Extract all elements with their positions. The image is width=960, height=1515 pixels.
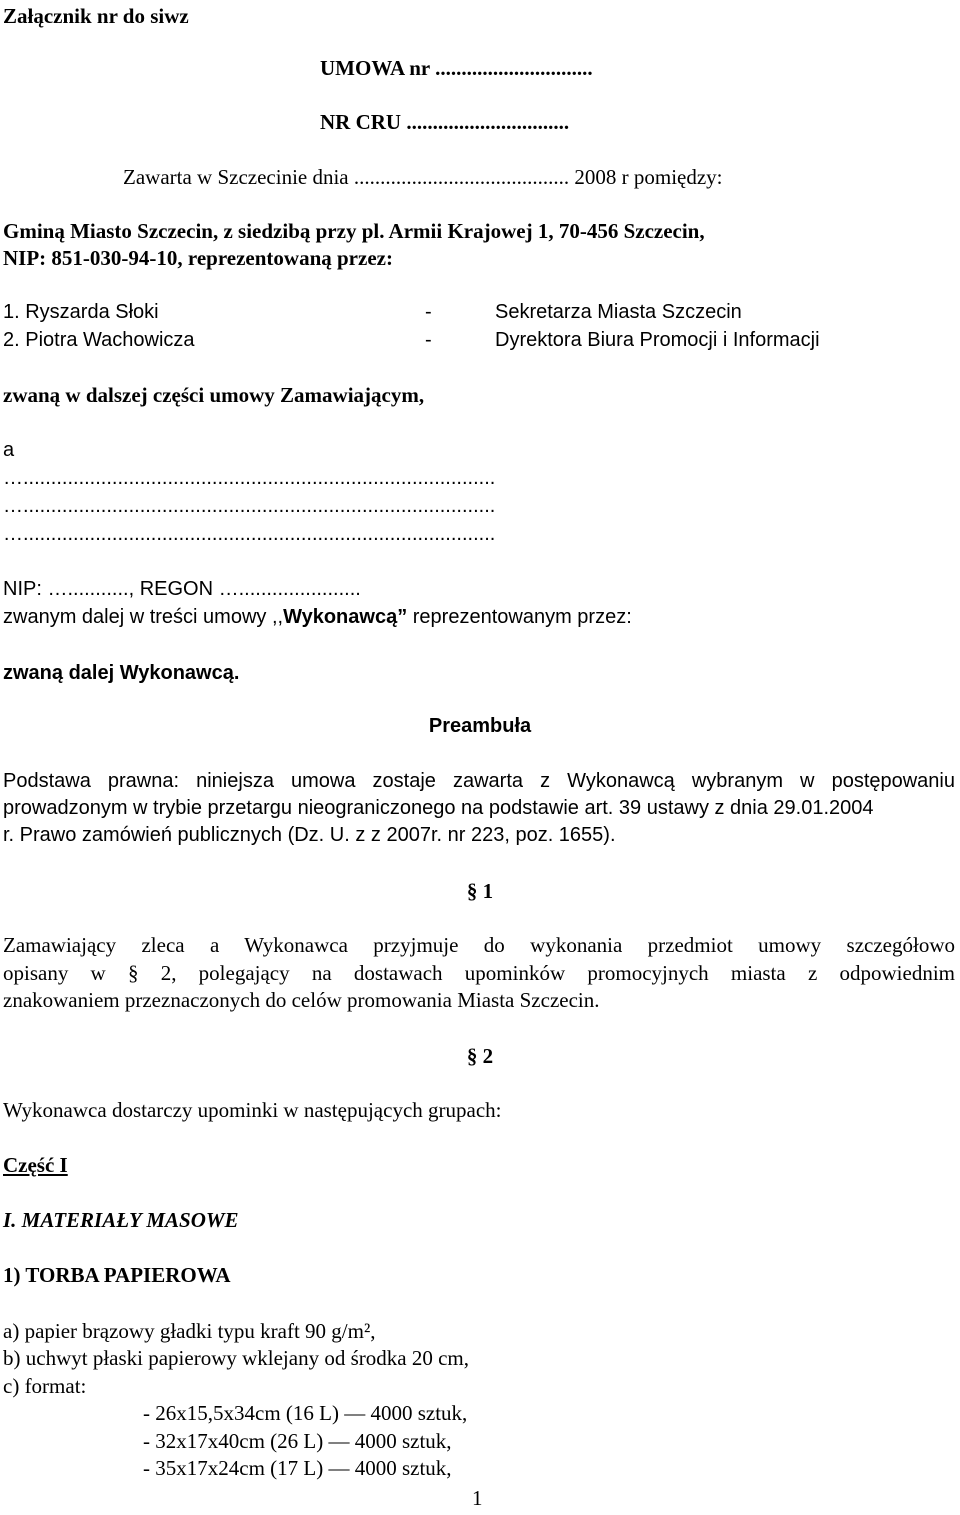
section-1-title: § 1 — [466, 879, 494, 903]
contractor-short-clause: zwaną dalej Wykonawcą. — [3, 662, 240, 684]
city-party-line2: NIP: 851-030-94-10, reprezentowaną przez: — [3, 246, 393, 270]
and-connector: a — [3, 439, 15, 461]
contractor-clause-suffix: reprezentowanym przez: — [407, 606, 632, 628]
section-2-title: § 2 — [466, 1044, 494, 1068]
preamble-line-1: Podstawa prawna: niniejsza umowa zostaje zawarta z Wykonawcą wybranym w postępowaniu — [3, 770, 955, 792]
representative-1-role: Sekretarza Miasta Szczecin — [495, 301, 742, 323]
part-heading: Część I — [3, 1153, 68, 1177]
contractor-blank-line-1: …..................................................................................... — [3, 467, 496, 489]
concluded-line: Zawarta w Szczecinie dnia ......................................... 2008 r pomiędzy: — [123, 165, 723, 189]
page-number: 1 — [472, 1486, 483, 1510]
contractor-clause — [3, 604, 632, 630]
format-option-1: - 26x15,5x34cm (16 L) — 4000 sztuk, — [143, 1401, 468, 1425]
category-heading: I. MATERIAŁY MASOWE — [3, 1208, 239, 1232]
preamble-line-2: prowadzonym w trybie przetargu nieograniczonego na podstawie art. 39 ustawy z dnia 29.01.2004 — [3, 797, 874, 819]
item-heading: 1) TORBA PAPIEROWA — [3, 1263, 231, 1287]
contractor-blank-line-3: …..................................................................................... — [3, 523, 496, 545]
cru-number: NR CRU ............................... — [320, 110, 570, 134]
spec-paper: a) papier brązowy gładki typu kraft 90 g/m², — [3, 1319, 376, 1343]
contractor-clause-bold: Wykonawcą” — [283, 606, 408, 628]
contractor-clause-prefix: zwanym dalej w treści umowy ,, — [3, 606, 284, 628]
attachment-label: Załącznik nr do siwz — [3, 4, 189, 28]
section-1-line-1: Zamawiający zleca a Wykonawca przyjmuje do wykonania przedmiot umowy szczegółowo — [3, 933, 955, 957]
representative-2-dash: - — [425, 329, 432, 351]
section-1-line-2: opisany w § 2, polegający na dostawach upominków promocyjnych miasta z odpowiednim — [3, 961, 955, 985]
nip-regon-line: NIP: …..........., REGON …...................... — [3, 578, 361, 600]
representative-2-name: 2. Piotra Wachowicza — [3, 329, 195, 351]
format-option-3: - 35x17x24cm (17 L) — 4000 sztuk, — [143, 1456, 452, 1480]
representative-2-role: Dyrektora Biura Promocji i Informacji — [495, 329, 820, 351]
city-party-line1: Gminą Miasto Szczecin, z siedzibą przy pl. Armii Krajowej 1, 70-456 Szczecin, — [3, 219, 705, 243]
format-option-2: - 32x17x40cm (26 L) — 4000 sztuk, — [143, 1429, 452, 1453]
preamble-title: Preambuła — [428, 715, 532, 737]
representative-1-dash: - — [425, 301, 432, 323]
section-2-intro: Wykonawca dostarczy upominki w następujących grupach: — [3, 1098, 502, 1122]
section-1-line-3: znakowaniem przeznaczonych do celów promowania Miasta Szczecin. — [3, 988, 600, 1012]
contractor-blank-line-2: …..................................................................................... — [3, 495, 496, 517]
ordering-party-clause: zwaną w dalszej części umowy Zamawiającym, — [3, 383, 425, 407]
spec-format: c) format: — [3, 1374, 87, 1398]
spec-handle: b) uchwyt płaski papierowy wklejany od środka 20 cm, — [3, 1346, 469, 1370]
preamble-line-3: r. Prawo zamówień publicznych (Dz. U. z z 2007r. nr 223, poz. 1655). — [3, 824, 616, 846]
contract-number: UMOWA nr .............................. — [320, 56, 593, 80]
representative-1-name: 1. Ryszarda Słoki — [3, 301, 159, 323]
